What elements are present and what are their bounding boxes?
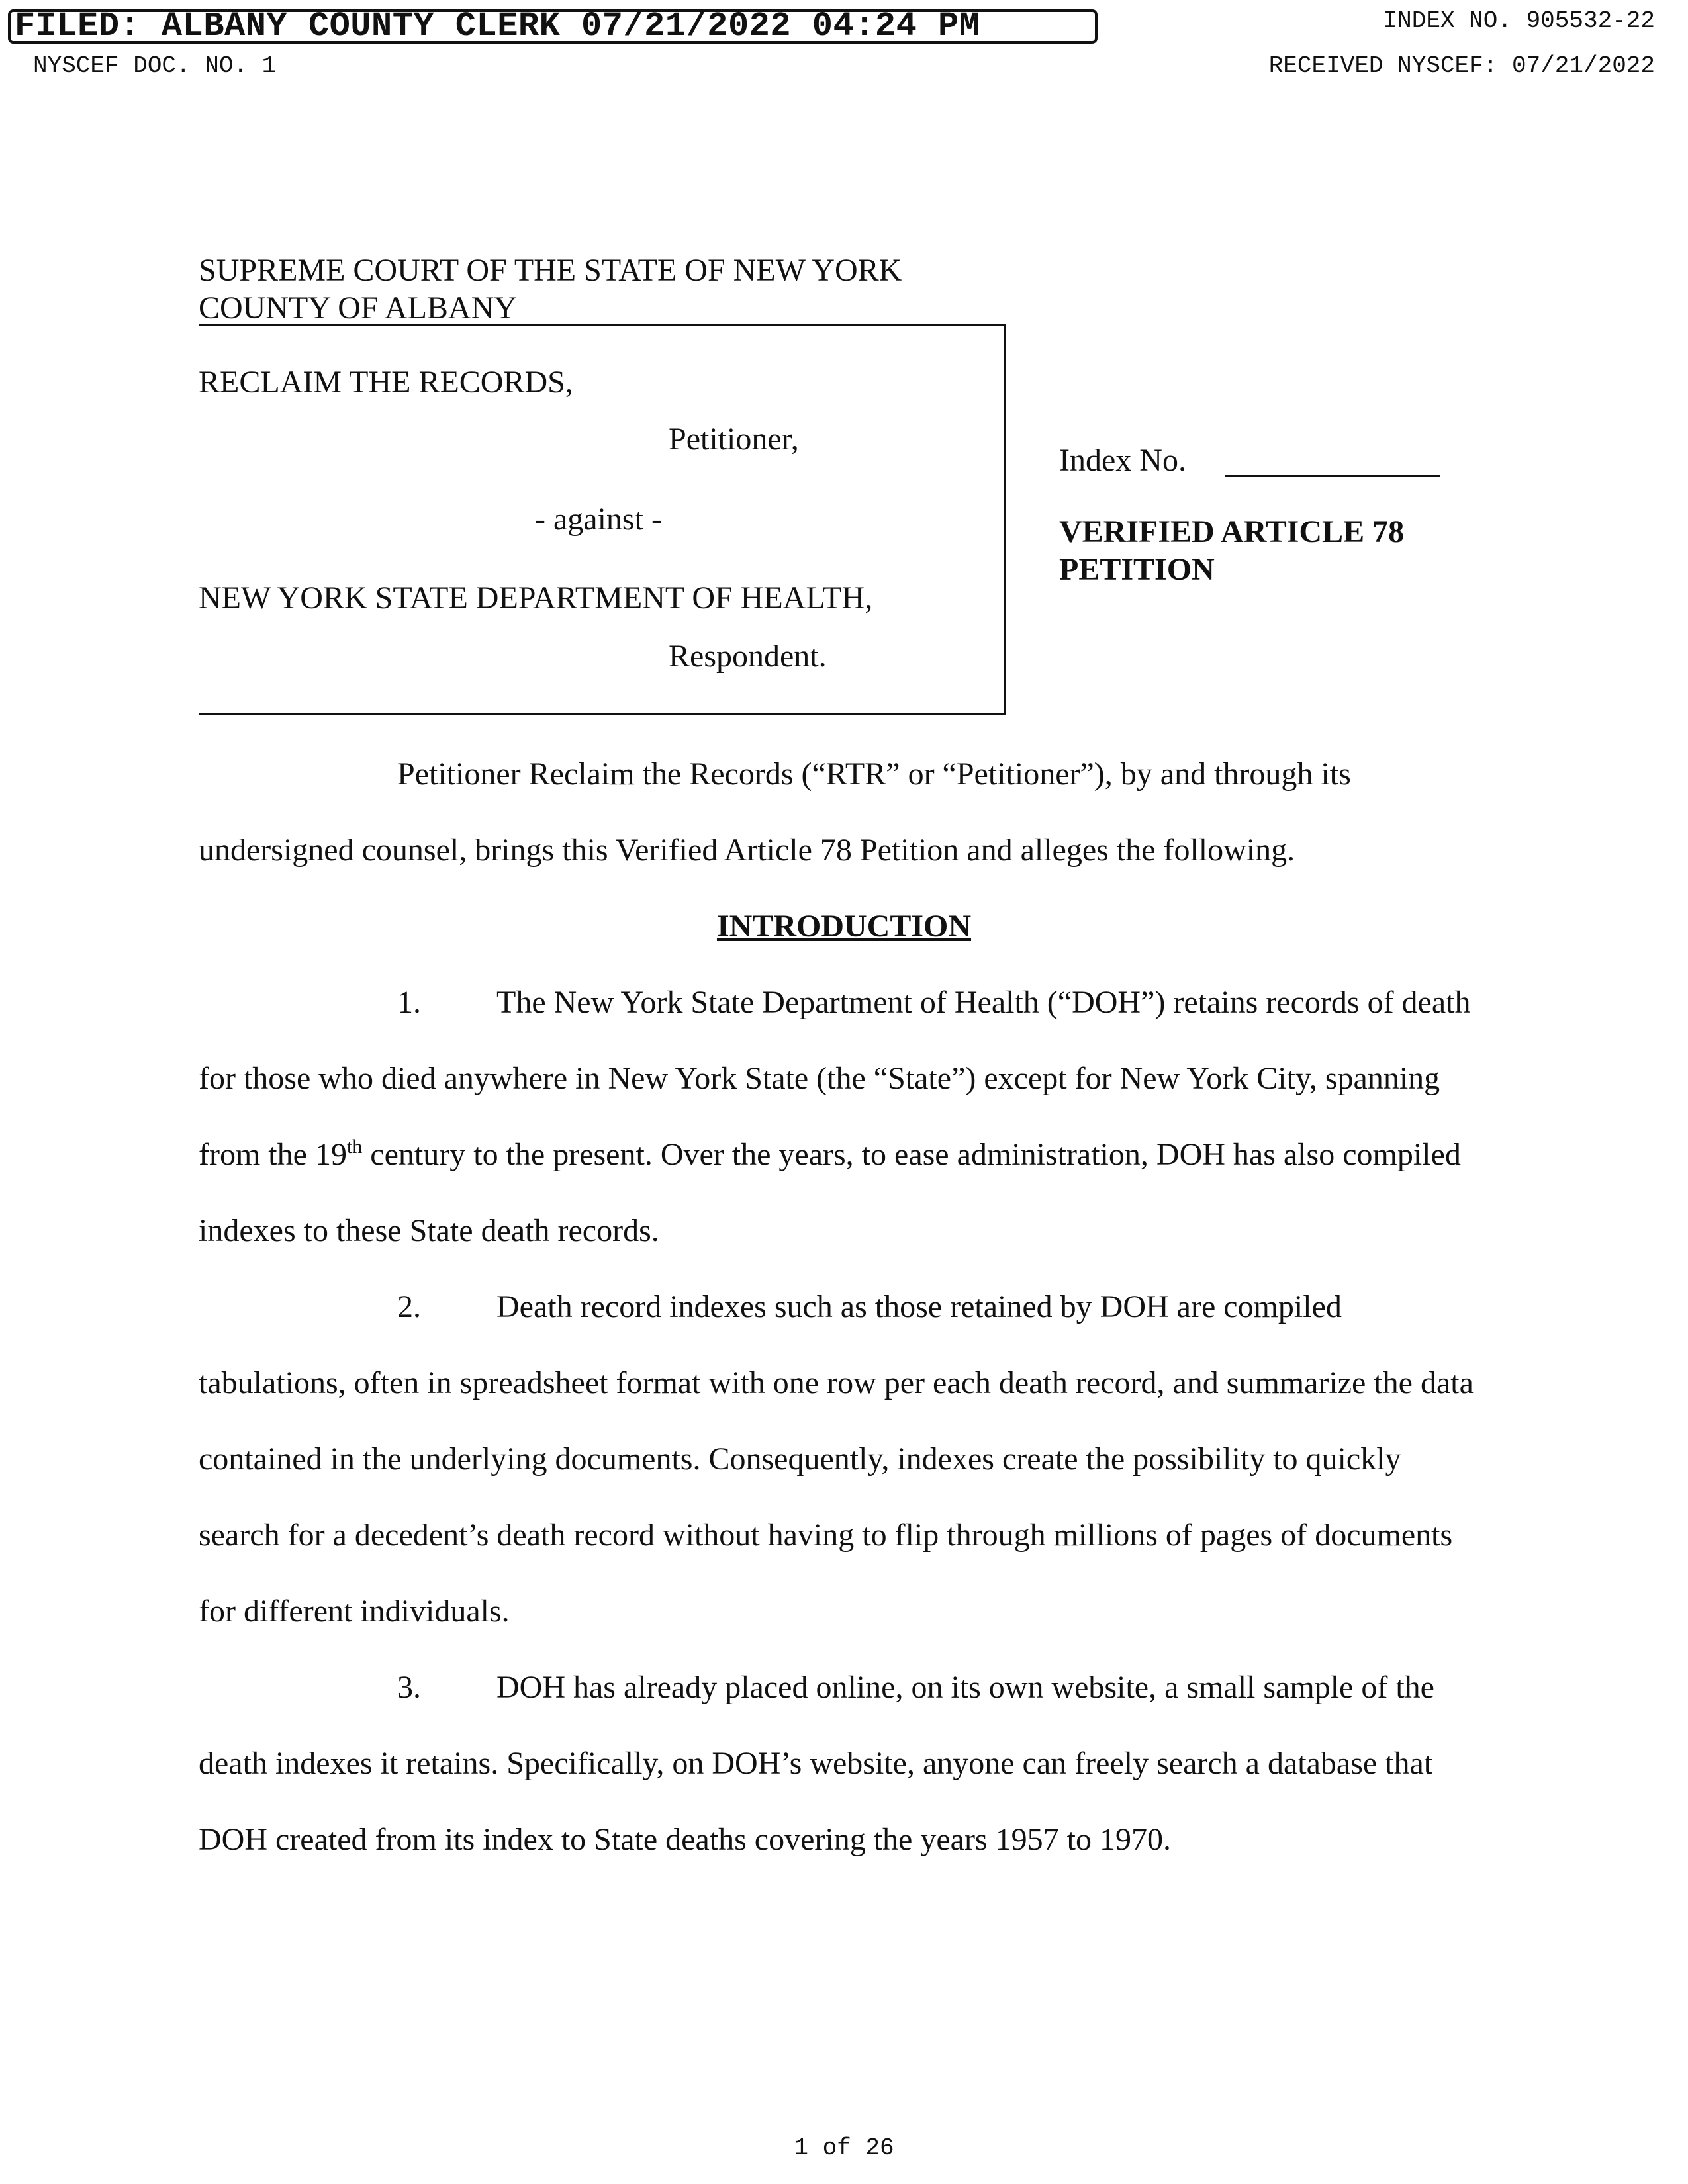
document-body: [199, 736, 1489, 1878]
petitioner-role: Petitioner,: [669, 422, 799, 457]
numbered-paragraph-2: [199, 1269, 1489, 1649]
index-no-blank-line: [1225, 475, 1440, 477]
respondent-role: Respondent.: [669, 639, 827, 674]
numbered-paragraph-1: [199, 964, 1489, 1269]
document-title-line-2: PETITION: [1059, 552, 1215, 587]
petitioner-name: RECLAIM THE RECORDS,: [199, 365, 573, 400]
paragraph-number-1: 1.: [397, 985, 421, 1020]
received-date: RECEIVED NYSCEF: 07/21/2022: [1268, 52, 1655, 79]
filed-stamp: FILED: ALBANY COUNTY CLERK 07/21/2022 04:24 PM: [8, 9, 1098, 44]
nyscef-doc-number: NYSCEF DOC. NO. 1: [33, 52, 277, 79]
paragraph-number-3: 3.: [397, 1670, 421, 1705]
court-name: [199, 251, 902, 327]
paragraph-2-text: Death record indexes such as those retained by DOH are compiled tabulations, often in spreadsheet format with one row per each death record, and summarize the data contained in the underlying documents. Consequently, indexes create the possibility to quickly search for a decedent’s death record without having to flip through millions of pages of documents for different individuals.: [199, 1289, 1474, 1629]
page-number: 1 of 26: [794, 2134, 894, 2161]
intro-paragraph: Petitioner Reclaim the Records (“RTR” or “Petitioner”), by and through its undersigned counsel, brings this Verified Article 78 Petition and alleges the following.: [199, 756, 1351, 868]
document-title: [1059, 513, 1404, 588]
paragraph-number-2: 2.: [397, 1289, 421, 1324]
document-title-line-1: VERIFIED ARTICLE 78: [1059, 514, 1405, 549]
paragraph-1-superscript: th: [346, 1136, 363, 1158]
paragraph-1-text-a: The New York State Department of Health (“DOH”) retains records of death for those who died anywhere in New York State (the “State”) except for New York City, spanning from the 19: [199, 985, 1471, 1172]
numbered-paragraph-3: [199, 1649, 1489, 1878]
against-label: - against -: [535, 502, 662, 537]
court-line-2: COUNTY OF ALBANY: [199, 291, 517, 326]
paragraph-3-text: DOH has already placed online, on its own website, a small sample of the death indexes it retains. Specifically, on DOH’s website, anyone can freely search a database that DOH created from its index to State deaths covering the years 1957 to 1970.: [199, 1670, 1434, 1857]
respondent-name: NEW YORK STATE DEPARTMENT OF HEALTH,: [199, 580, 873, 615]
index-no-label: Index No.: [1059, 443, 1186, 478]
paragraph-1-text-b: century to the present. Over the years, to ease administration, DOH has also compiled indexes to these State death records.: [199, 1137, 1461, 1248]
section-heading: INTRODUCTION: [716, 909, 972, 944]
index-number: INDEX NO. 905532-22: [1383, 7, 1655, 34]
court-line-1: SUPREME COURT OF THE STATE OF NEW YORK: [199, 253, 902, 288]
